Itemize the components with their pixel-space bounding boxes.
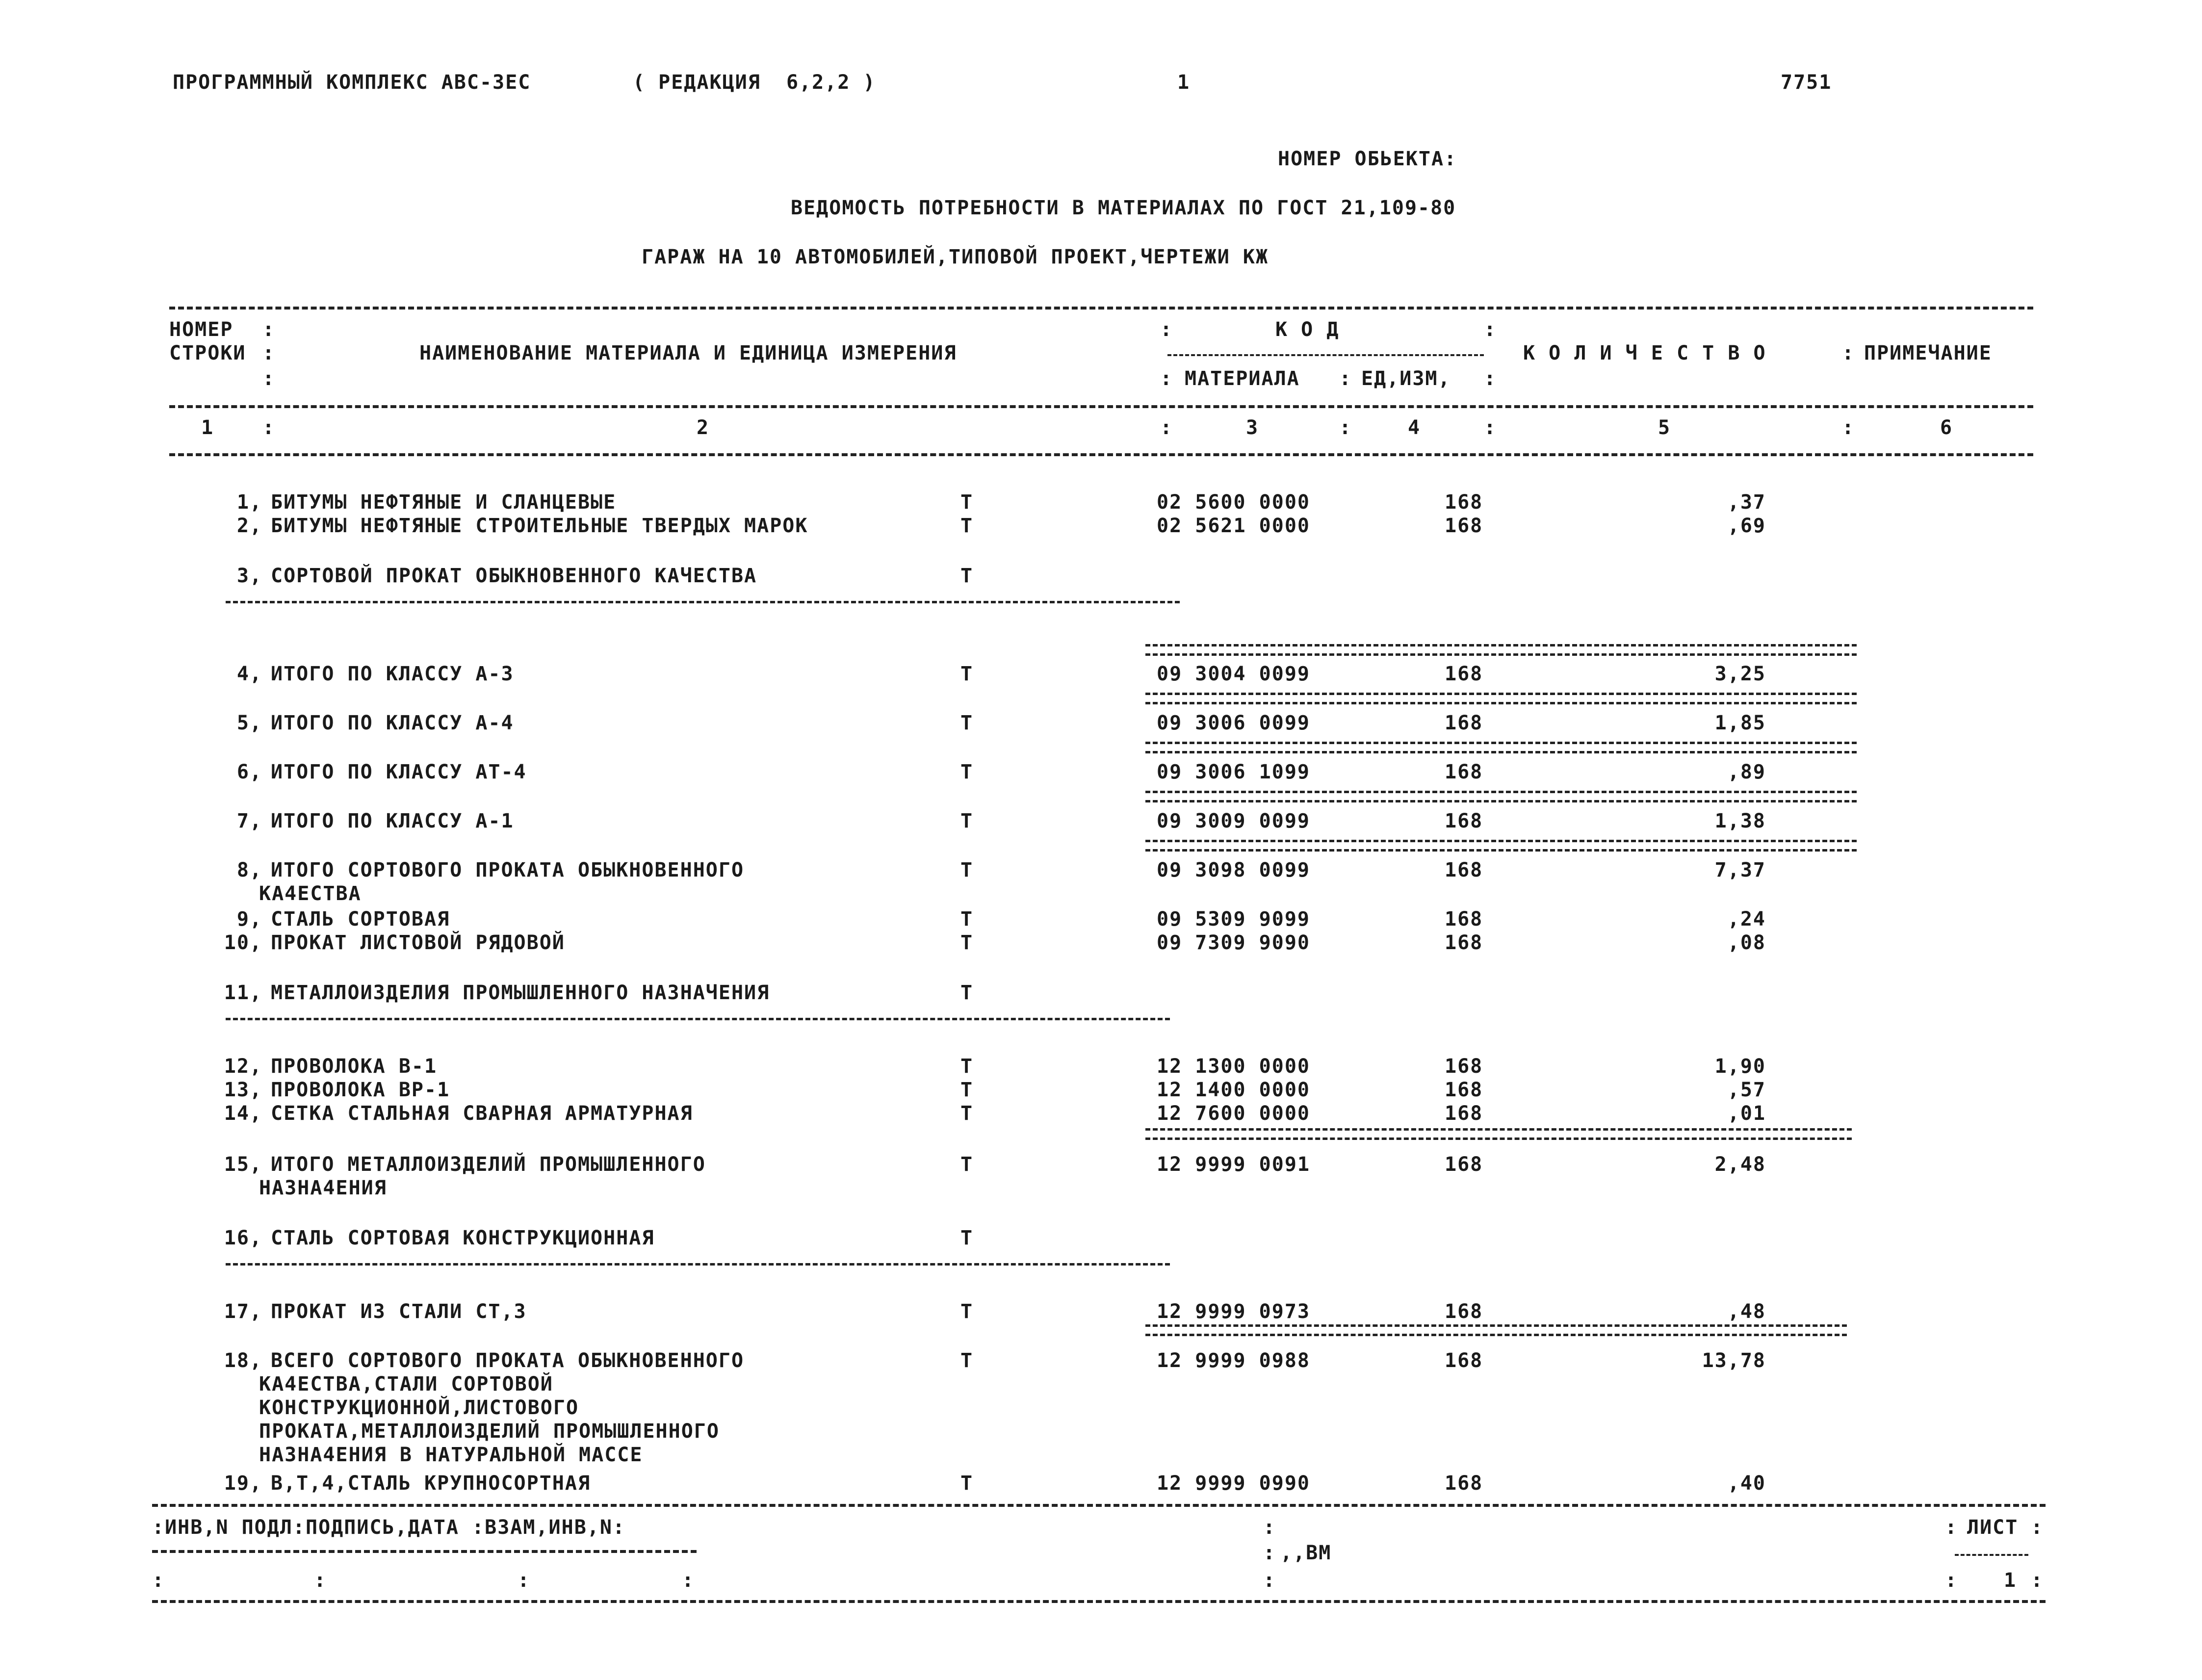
total-separator-rule (1145, 791, 1857, 802)
total-separator-rule (1145, 1324, 1847, 1336)
row-unit-letter: Т (960, 859, 974, 881)
total-separator-rule (1145, 693, 1857, 704)
row-material-name: СТАЛЬ СОРТОВАЯ (271, 908, 450, 930)
col-num-3: 3 (1246, 416, 1259, 439)
row-quantity: ,01 (1727, 1102, 1766, 1125)
row-quantity: ,40 (1727, 1472, 1766, 1495)
page-number: 1 (1177, 71, 1191, 94)
col-header-qty: К О Л И Ч Е С Т В О (1523, 342, 1766, 364)
row-unit-letter: Т (960, 761, 974, 783)
code-header-rule (1167, 354, 1484, 356)
row-unit-letter: Т (960, 491, 974, 514)
row-material-code: 02 5600 0000 (1157, 491, 1310, 514)
row-unit-letter: Т (960, 565, 974, 587)
row-number: 6, (236, 761, 262, 783)
row-material-code: 09 3004 0099 (1157, 663, 1310, 685)
table-top-rule (169, 307, 2033, 310)
row-quantity: 2,48 (1714, 1153, 1766, 1176)
row-unit-code: 168 (1445, 810, 1483, 832)
row-quantity: 13,78 (1702, 1349, 1766, 1372)
row-material-name: МЕТАЛЛОИЗДЕЛИЯ ПРОМЫШЛЕННОГО НАЗНАЧЕНИЯ (271, 982, 770, 1004)
col-num-5: 5 (1658, 416, 1671, 439)
row-material-name: ИТОГО ПО КЛАССУ АТ-4 (271, 761, 527, 783)
row-number: 1, (236, 491, 262, 514)
section-underline (226, 601, 1180, 603)
row-unit-code: 168 (1445, 859, 1483, 881)
row-material-name: ПРОКАТА,МЕТАЛЛОИЗДЕЛИЙ ПРОМЫШЛЕННОГО (259, 1420, 720, 1443)
row-number: 2, (236, 515, 262, 537)
row-number: 12, (224, 1055, 262, 1078)
header-mid-rule (169, 405, 2033, 408)
row-unit-code: 168 (1445, 491, 1483, 514)
row-material-name: КА4ЕСТВА,СТАЛИ СОРТОВОЙ (259, 1373, 553, 1396)
row-number: 4, (236, 663, 262, 685)
row-number: 10, (224, 931, 262, 954)
row-number: 8, (236, 859, 262, 881)
row-unit-letter: Т (960, 982, 974, 1004)
total-separator-rule (1145, 644, 1857, 656)
section-underline (226, 1263, 1170, 1266)
row-number: 17, (224, 1300, 262, 1323)
row-unit-code: 168 (1445, 1153, 1483, 1176)
row-material-name: ПРОВОЛОКА В-1 (271, 1055, 438, 1078)
row-material-name: ИТОГО МЕТАЛЛОИЗДЕЛИЙ ПРОМЫШЛЕННОГО (271, 1153, 706, 1176)
row-unit-code: 168 (1445, 663, 1483, 685)
row-unit-letter: Т (960, 1079, 974, 1101)
row-material-code: 09 7309 9090 (1157, 931, 1310, 954)
row-material-code: 09 3006 1099 (1157, 761, 1310, 783)
row-quantity: ,24 (1727, 908, 1766, 930)
document-title: ВЕДОМОСТЬ ПОТРЕБНОСТИ В МАТЕРИАЛАХ ПО ГОСТ 21,109-80 (791, 197, 1456, 219)
row-unit-code: 168 (1445, 1102, 1483, 1125)
row-quantity: ,57 (1727, 1079, 1766, 1101)
row-material-name: В,Т,4,СТАЛЬ КРУПНОСОРТНАЯ (271, 1472, 591, 1495)
row-number: 5, (236, 712, 262, 734)
footer-stamp-rule (152, 1550, 697, 1553)
row-number: 11, (224, 982, 262, 1004)
row-number: 7, (236, 810, 262, 832)
row-number: 9, (236, 908, 262, 930)
row-material-code: 12 1300 0000 (1157, 1055, 1310, 1078)
total-separator-rule (1145, 840, 1857, 852)
row-quantity: ,48 (1727, 1300, 1766, 1323)
document-number: 7751 (1781, 71, 1832, 94)
row-unit-letter: Т (960, 1102, 974, 1125)
row-material-code: 12 9999 0091 (1157, 1153, 1310, 1176)
row-material-code: 12 9999 0988 (1157, 1349, 1310, 1372)
row-material-name: КА4ЕСТВА (259, 882, 362, 905)
program-name: ПРОГРАММНЫЙ КОМПЛЕКС АВС-ЗЕС (173, 71, 531, 94)
footer-vm: ,,ВМ (1280, 1542, 1332, 1564)
row-material-code: 02 5621 0000 (1157, 515, 1310, 537)
row-material-name: ИТОГО ПО КЛАССУ А-1 (271, 810, 514, 832)
row-unit-code: 168 (1445, 908, 1483, 930)
total-separator-rule (1145, 742, 1857, 753)
row-unit-letter: Т (960, 810, 974, 832)
row-number: 14, (224, 1102, 262, 1125)
row-number: 3, (236, 565, 262, 587)
row-unit-code: 168 (1445, 1472, 1483, 1495)
row-unit-letter: Т (960, 1227, 974, 1249)
row-unit-letter: Т (960, 1055, 974, 1078)
row-material-name: СЕТКА СТАЛЬНАЯ СВАРНАЯ АРМАТУРНАЯ (271, 1102, 693, 1125)
sheet-label: ЛИСТ (1967, 1516, 2019, 1539)
row-unit-code: 168 (1445, 712, 1483, 734)
row-material-name: НАЗНА4ЕНИЯ (259, 1177, 387, 1199)
row-unit-code: 168 (1445, 1349, 1483, 1372)
row-unit-letter: Т (960, 1472, 974, 1495)
row-unit-code: 168 (1445, 931, 1483, 954)
row-unit-letter: Т (960, 1153, 974, 1176)
row-material-name: БИТУМЫ НЕФТЯНЫЕ И СЛАНЦЕВЫЕ (271, 491, 617, 514)
row-number: 19, (224, 1472, 262, 1495)
row-quantity: ,69 (1727, 515, 1766, 537)
row-unit-letter: Т (960, 1300, 974, 1323)
row-number: 18, (224, 1349, 262, 1372)
row-unit-code: 168 (1445, 1300, 1483, 1323)
row-material-code: 09 3009 0099 (1157, 810, 1310, 832)
col-num-6: 6 (1940, 416, 1953, 439)
sheet-number: 1 (2004, 1569, 2017, 1592)
col-num-2: 2 (697, 416, 710, 439)
row-material-code: 12 7600 0000 (1157, 1102, 1310, 1125)
document-subtitle: ГАРАЖ НА 10 АВТОМОБИЛЕЙ,ТИПОВОЙ ПРОЕКТ,ЧЕРТЕЖИ КЖ (642, 246, 1269, 268)
edition: ( РЕДАКЦИЯ 6,2,2 ) (633, 71, 876, 94)
row-material-name: НАЗНА4ЕНИЯ В НАТУРАЛЬНОЙ МАССЕ (259, 1444, 643, 1466)
row-unit-letter: Т (960, 1349, 974, 1372)
row-quantity: ,37 (1727, 491, 1766, 514)
row-unit-code: 168 (1445, 1079, 1483, 1101)
row-unit-code: 168 (1445, 1055, 1483, 1078)
col-num-1: 1 (201, 416, 214, 439)
row-material-code: 12 1400 0000 (1157, 1079, 1310, 1101)
sheet-rule (1955, 1554, 2028, 1556)
row-unit-letter: Т (960, 931, 974, 954)
row-quantity: 1,38 (1714, 810, 1766, 832)
row-unit-code: 168 (1445, 515, 1483, 537)
row-material-name: ИТОГО СОРТОВОГО ПРОКАТА ОБЫКНОВЕННОГО (271, 859, 745, 881)
row-material-name: КОНСТРУКЦИОННОЙ,ЛИСТОВОГО (259, 1396, 579, 1419)
row-material-code: 09 5309 9099 (1157, 908, 1310, 930)
footer-bottom-rule (152, 1600, 2046, 1603)
section-underline (226, 1018, 1170, 1020)
col-header-material: МАТЕРИАЛА (1185, 367, 1300, 390)
col-header-rowno-1: НОМЕР (169, 318, 233, 341)
row-material-name: ПРОКАТ ИЗ СТАЛИ СТ,3 (271, 1300, 527, 1323)
row-material-name: ИТОГО ПО КЛАССУ А-4 (271, 712, 514, 734)
row-unit-letter: Т (960, 712, 974, 734)
total-separator-rule (1145, 1128, 1852, 1140)
header-bottom-rule (169, 453, 2033, 456)
row-material-name: ВСЕГО СОРТОВОГО ПРОКАТА ОБЫКНОВЕННОГО (271, 1349, 745, 1372)
row-material-code: 12 9999 0973 (1157, 1300, 1310, 1323)
row-number: 15, (224, 1153, 262, 1176)
row-material-code: 12 9999 0990 (1157, 1472, 1310, 1495)
row-material-code: 09 3006 0099 (1157, 712, 1310, 734)
row-number: 16, (224, 1227, 262, 1249)
row-material-name: ПРОКАТ ЛИСТОВОЙ РЯДОВОЙ (271, 931, 565, 954)
footer-top-rule (152, 1504, 2046, 1507)
col-header-note: ПРИМЕЧАНИЕ (1864, 342, 1992, 364)
row-quantity: ,89 (1727, 761, 1766, 783)
row-quantity: ,08 (1727, 931, 1766, 954)
col-header-name: НАИМЕНОВАНИЕ МАТЕРИАЛА И ЕДИНИЦА ИЗМЕРЕНИЯ (419, 342, 957, 364)
col-header-code: К О Д (1275, 318, 1340, 341)
col-header-rowno-2: СТРОКИ (169, 342, 246, 364)
row-unit-letter: Т (960, 515, 974, 537)
object-number-label: НОМЕР ОБЬЕКТА: (1278, 148, 1457, 170)
col-header-unit: ЕД,ИЗМ, (1361, 367, 1451, 390)
row-quantity: 1,85 (1714, 712, 1766, 734)
row-material-name: ПРОВОЛОКА ВР-1 (271, 1079, 450, 1101)
row-unit-letter: Т (960, 663, 974, 685)
row-quantity: 3,25 (1714, 663, 1766, 685)
row-unit-letter: Т (960, 908, 974, 930)
row-material-name: СТАЛЬ СОРТОВАЯ КОНСТРУКЦИОННАЯ (271, 1227, 655, 1249)
row-material-code: 09 3098 0099 (1157, 859, 1310, 881)
row-material-name: ИТОГО ПО КЛАССУ А-3 (271, 663, 514, 685)
row-material-name: БИТУМЫ НЕФТЯНЫЕ СТРОИТЕЛЬНЫЕ ТВЕРДЫХ МАРОК (271, 515, 808, 537)
row-number: 13, (224, 1079, 262, 1101)
row-material-name: СОРТОВОЙ ПРОКАТ ОБЫКНОВЕННОГО КАЧЕСТВА (271, 565, 757, 587)
col-num-4: 4 (1408, 416, 1421, 439)
row-unit-code: 168 (1445, 761, 1483, 783)
footer-stamp-labels: :ИНВ,N ПОДЛ:ПОДПИСЬ,ДАТА :ВЗАМ,ИНВ,N: (152, 1516, 626, 1539)
row-quantity: 7,37 (1714, 859, 1766, 881)
row-quantity: 1,90 (1714, 1055, 1766, 1078)
